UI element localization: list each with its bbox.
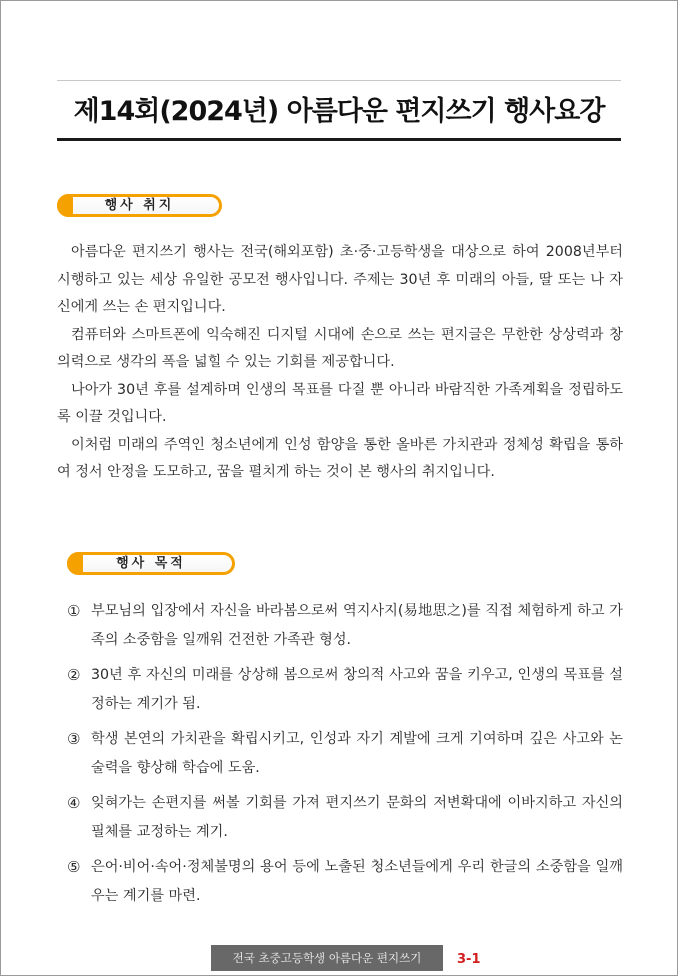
goal-item <box>67 789 623 847</box>
goal-number: ② <box>67 666 81 684</box>
goal-number: ⑤ <box>67 858 81 876</box>
goals-list <box>67 597 623 917</box>
purpose-paragraph: 컴퓨터와 스마트폰에 익숙해진 디지털 시대에 손으로 쓰는 편지글은 무한한 상상력과 창의력으로 생각의 폭을 넓힐 수 있는 기회를 제공합니다. <box>57 326 623 370</box>
goal-item <box>67 597 623 655</box>
goal-text: 부모님의 입장에서 자신을 바라봄으로써 역지사지(易地思之)를 직접 체험하게 하고 가족의 소중함을 일깨워 건전한 가족관 형성. <box>91 603 623 648</box>
purpose-paragraph: 아름다운 편지쓰기 행사는 전국(해외포함) 초·중·고등학생을 대상으로 하여 2008년부터 시행하고 있는 세상 유일한 공모전 행사입니다. 주제는 30년 후 미래의 아들, 딸 또는 나 자신에게 쓰는 손 편지입니다. <box>57 244 623 315</box>
page-footer <box>211 945 501 971</box>
page-title: 제14회(2024년) 아름다운 편지쓰기 행사요강 <box>73 96 605 127</box>
title-underline <box>57 138 621 141</box>
goal-item <box>67 661 623 719</box>
footer-label: 전국 초중고등학생 아름다운 편지쓰기 <box>211 945 443 971</box>
purpose-paragraph: 나아가 30년 후를 설계하며 인생의 목표를 다질 뿐 아니라 바람직한 가족계획을 정립하도록 이끌 것입니다. <box>57 381 623 425</box>
goal-text: 잊혀가는 손편지를 써볼 기회를 가져 편지쓰기 문화의 저변확대에 이바지하고 자신의 필체를 교정하는 계기. <box>91 795 623 840</box>
page-number: 3-1 <box>457 952 481 967</box>
goal-text: 학생 본연의 가치관을 확립시키고, 인성과 자기 계발에 크게 기여하며 깊은 사고와 논술력을 향상해 학습에 도움. <box>91 731 623 776</box>
goal-number: ④ <box>67 794 81 812</box>
goal-number: ① <box>67 602 81 620</box>
goal-text: 30년 후 자신의 미래를 상상해 봄으로써 창의적 사고와 꿈을 키우고, 인생의 목표를 설정하는 계기가 됨. <box>91 667 623 712</box>
purpose-paragraph: 이처럼 미래의 주역인 청소년에게 인성 함양을 통한 올바른 가치관과 정체성 확립을 통하여 정서 안정을 도모하고, 꿈을 펼치게 하는 것이 본 행사의 취지입니다. <box>57 436 623 480</box>
top-divider <box>57 80 621 81</box>
goal-item <box>67 853 623 911</box>
goal-number: ③ <box>67 730 81 748</box>
section-label-purpose: 행사 취지 <box>57 194 222 217</box>
goal-text: 은어·비어·속어·정체불명의 용어 등에 노출된 청소년들에게 우리 한글의 소중함을 일깨우는 계기를 마련. <box>91 859 623 904</box>
purpose-body <box>57 239 623 487</box>
section-label-goals: 행사 목적 <box>67 552 235 575</box>
goal-item <box>67 725 623 783</box>
